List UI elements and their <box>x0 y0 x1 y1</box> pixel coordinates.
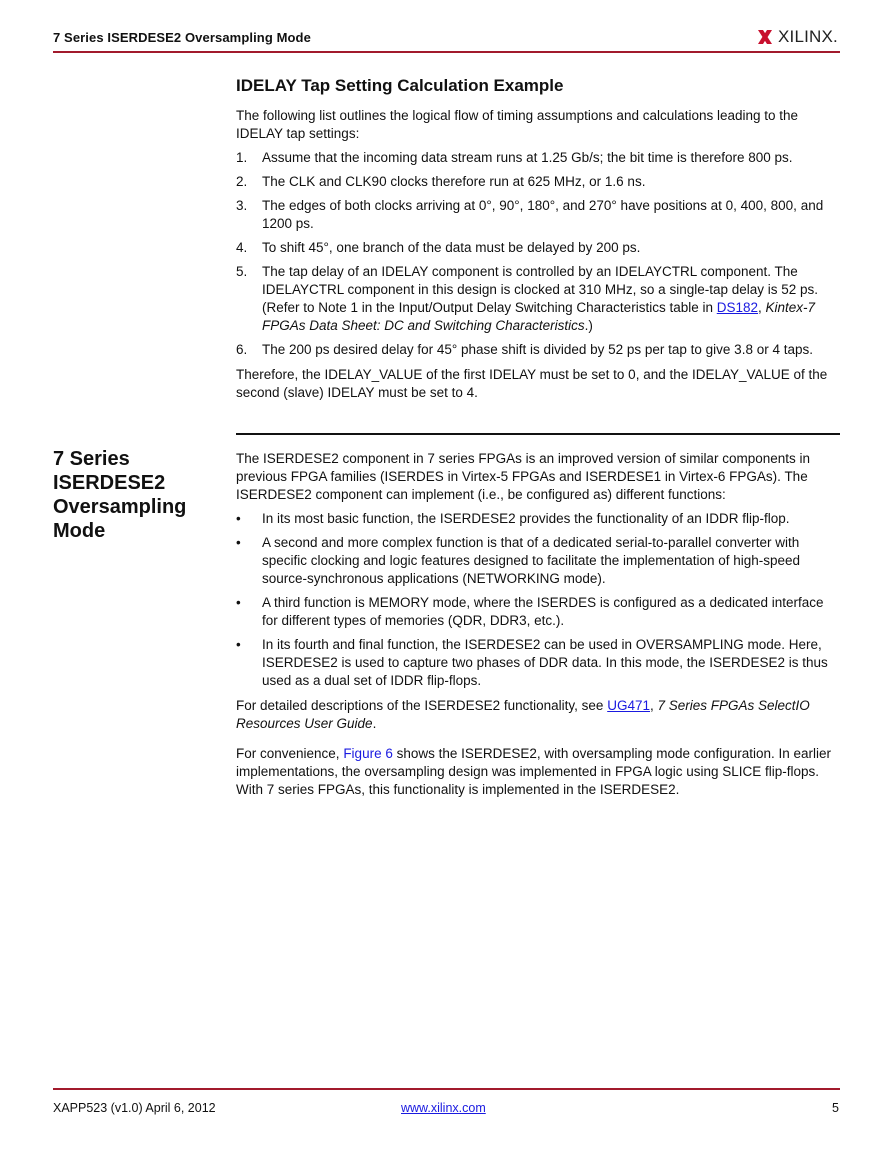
bullet-text: In its most basic function, the ISERDESE2 provides the functionality of an IDDR flip-flop. <box>262 511 790 526</box>
header-title: 7 Series ISERDESE2 Oversampling Mode <box>53 30 311 45</box>
list-number: 4. <box>236 240 248 255</box>
logo-text: XILINX. <box>778 27 838 46</box>
idelay-conclusion: Therefore, the IDELAY_VALUE of the first IDELAY must be set to 0, and the IDELAY_VALUE of the second (slave) IDELAY must be set to 4. <box>236 367 828 400</box>
ds182-link[interactable]: DS182 <box>716 300 759 315</box>
guide-title: 7 Series FPGAs SelectIO Resources User Guide <box>236 698 810 731</box>
idelay-heading: IDELAY Tap Setting Calculation Example <box>236 76 564 95</box>
list-item <box>236 341 840 359</box>
convenience-text: shows the ISERDESE2, with oversampling mode configuration. In earlier implementations, the oversampling design was implemented in FPGA logic using SLICE flip-flops. With 7 series FPGAs, this functionality is implemented in the ISERDESE2. <box>236 746 832 797</box>
list-number: 3. <box>236 198 248 213</box>
idelay-intro: The following list outlines the logical flow of timing assumptions and calculations leading to the IDELAY tap settings: <box>236 108 799 141</box>
section-rule <box>236 433 840 435</box>
bullet-item <box>236 636 840 690</box>
bullet-mark: • <box>236 511 241 526</box>
footer-rule <box>53 1088 840 1090</box>
bullet-text: In its fourth and final function, the ISERDESE2 can be used in OVERSAMPLING mode. Here, ISERDESE2 is used to capture two phases of DDR data. In this mode, the ISERDESE2 is thus used as a dual set of IDDR flip-flops. <box>262 637 828 688</box>
list-number: 5. <box>236 264 248 279</box>
page-number: 5 <box>832 1101 839 1115</box>
list-item <box>236 239 840 257</box>
bullet-mark: • <box>236 637 241 652</box>
bullet-mark: • <box>236 595 241 610</box>
convenience-text: For convenience, <box>236 746 344 761</box>
ug471-link[interactable]: UG471 <box>607 698 650 713</box>
bullet-item <box>236 534 840 588</box>
figure-6-link[interactable]: Figure 6 <box>343 746 393 761</box>
bullet-text: A third function is MEMORY mode, where the ISERDES is configured as a dedicated interface for different types of memories (QDR, DDR3, etc.). <box>262 595 824 628</box>
detail-text: . <box>372 716 377 731</box>
bullet-text: A second and more complex function is that of a dedicated serial-to-parallel converter with specific clocking and logic features designed to facilitate the implementation of high-speed source-synchronous applications (NETWORKING mode). <box>262 535 801 586</box>
list-number: 2. <box>236 174 248 189</box>
list-text <box>262 264 818 333</box>
website-link[interactable]: www.xilinx.com <box>401 1101 486 1115</box>
list-text: The edges of both clocks arriving at 0°, 90°, 180°, and 270° have positions at 0, 400, 800, and 1200 ps. <box>262 198 824 231</box>
list-text: The CLK and CLK90 clocks therefore run at 625 MHz, or 1.6 ns. <box>262 174 646 189</box>
detail-text: , <box>649 698 658 713</box>
xilinx-logo <box>757 27 838 47</box>
section-intro: The ISERDESE2 component in 7 series FPGAs is an improved version of similar components in previous FPGA families (ISERDES in Virtex-5 FPGAs and ISERDESE1 in Virtex-6 FPGAs). The ISERDESE2 component can implement (i.e., be configured as) different functions: <box>236 451 810 502</box>
document-id: XAPP523 (v1.0) April 6, 2012 <box>53 1101 216 1115</box>
header-rule <box>53 51 840 53</box>
convenience-paragraph <box>236 745 840 799</box>
list-number: 6. <box>236 342 248 357</box>
list-text-part: , <box>758 300 766 315</box>
list-text-part: .) <box>584 318 593 333</box>
idelay-section <box>236 76 840 402</box>
bullet-item <box>236 594 840 630</box>
section-heading: 7 Series ISERDESE2 Oversampling Mode <box>53 448 187 542</box>
bullet-mark: • <box>236 535 241 550</box>
bullet-item <box>236 510 840 528</box>
list-text-part: The tap delay of an IDELAY component is controlled by an IDELAYCTRL component. The IDELAYCTRL component in this design is clocked at 310 MHz, so a single-tap delay is 52 ps. (Refer to Note 1 in the Input/Output Delay Switching Characteristics table in <box>262 264 819 315</box>
list-text: Assume that the incoming data stream runs at 1.25 Gb/s; the bit time is therefore 800 ps. <box>262 150 793 165</box>
list-item <box>236 149 840 167</box>
list-text: The 200 ps desired delay for 45° phase shift is divided by 52 ps per tap to give 3.8 or 4 taps. <box>262 342 813 357</box>
list-text: To shift 45°, one branch of the data must be delayed by 200 ps. <box>262 240 641 255</box>
datasheet-title: Kintex-7 FPGAs Data Sheet: DC and Switching Characteristics <box>262 300 816 333</box>
xilinx-logo-icon <box>757 29 773 45</box>
detail-text: For detailed descriptions of the ISERDESE2 functionality, see <box>236 698 608 713</box>
list-item <box>236 173 840 191</box>
detail-paragraph <box>236 697 840 733</box>
list-item <box>236 197 840 233</box>
iserdese2-section <box>236 450 840 799</box>
list-item <box>236 263 840 335</box>
list-number: 1. <box>236 150 248 165</box>
